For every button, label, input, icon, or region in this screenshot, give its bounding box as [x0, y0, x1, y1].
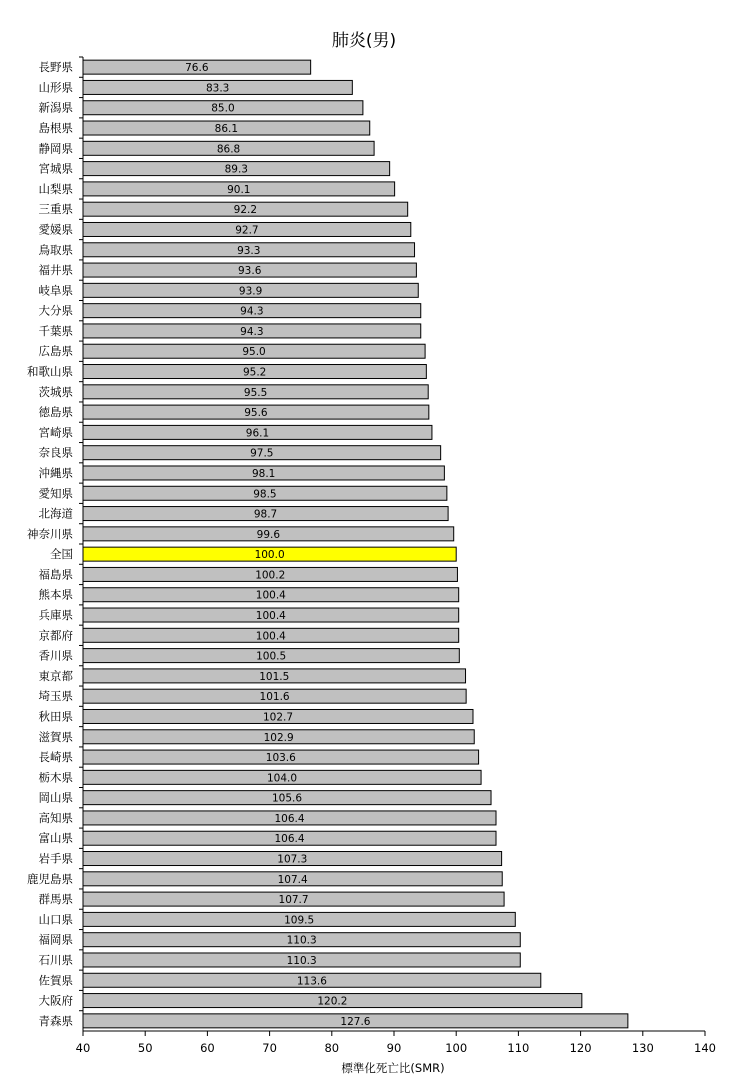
bar-value-label: 90.1: [227, 183, 251, 196]
category-label: 大阪府: [38, 993, 73, 1008]
bar-value-label: 106.4: [274, 812, 305, 825]
bar-value-label: 109.5: [284, 914, 315, 927]
bar-value-label: 95.2: [242, 366, 267, 379]
bar-value-label: 86.8: [216, 143, 241, 156]
category-label: 山口県: [38, 912, 73, 927]
bar-value-label: 100.4: [255, 589, 286, 602]
bar-value-label: 100.0: [254, 549, 285, 562]
x-tick-label: 100: [445, 1041, 468, 1055]
bar-value-label: 89.3: [224, 163, 249, 176]
x-axis-label: 標準化死亡比(SMR): [341, 1061, 445, 1075]
x-tick-label: 50: [137, 1041, 153, 1055]
category-label: 宮崎県: [38, 425, 73, 440]
category-label: 岡山県: [38, 790, 73, 805]
bar-value-label: 100.2: [255, 569, 286, 582]
bar-value-label: 92.2: [233, 204, 258, 217]
category-label: 石川県: [38, 952, 73, 967]
category-label: 新潟県: [38, 100, 73, 115]
bar-value-label: 95.6: [244, 407, 268, 420]
bar-value-label: 127.6: [340, 1015, 371, 1028]
category-label: 高知県: [38, 810, 73, 825]
bar-value-label: 93.3: [237, 244, 261, 257]
category-label: 京都府: [38, 628, 73, 643]
category-label: 福岡県: [38, 932, 73, 947]
x-tick-label: 80: [324, 1041, 340, 1055]
category-label: 長野県: [38, 60, 73, 75]
bar-value-label: 113.6: [296, 975, 327, 988]
bar-value-label: 107.4: [277, 873, 308, 886]
category-label: 全国: [50, 547, 73, 562]
category-label: 愛知県: [38, 486, 73, 501]
category-label: 山形県: [38, 80, 73, 95]
x-tick-label: 60: [200, 1041, 215, 1055]
bar-value-label: 76.6: [185, 62, 209, 75]
category-label: 滋賀県: [38, 729, 73, 744]
bar-value-label: 98.7: [253, 508, 278, 521]
category-label: 広島県: [38, 344, 73, 359]
bar-value-label: 94.3: [240, 305, 264, 318]
category-label: 岩手県: [38, 851, 73, 866]
bar-value-label: 95.0: [242, 346, 266, 359]
category-label: 大分県: [38, 303, 73, 318]
bar-value-label: 100.5: [256, 650, 287, 663]
bar-value-label: 98.1: [251, 467, 276, 480]
chart-title: 肺炎(男): [331, 31, 397, 51]
bar-value-label: 96.1: [245, 427, 270, 440]
x-tick-label: 130: [631, 1041, 654, 1055]
bar-value-label: 97.5: [250, 447, 274, 460]
bar-value-label: 101.5: [259, 670, 290, 683]
bar-value-label: 105.6: [271, 792, 303, 805]
category-label: 北海道: [38, 506, 73, 521]
bar-value-label: 106.4: [274, 833, 305, 846]
bar-value-label: 110.3: [286, 954, 317, 967]
category-label: 山梨県: [38, 181, 73, 196]
category-label: 長崎県: [38, 750, 73, 765]
bar-value-label: 104.0: [267, 772, 298, 785]
category-label: 香川県: [38, 648, 73, 663]
x-tick-label: 40: [75, 1041, 91, 1055]
category-label: 岐阜県: [38, 283, 73, 298]
x-tick-label: 110: [507, 1041, 530, 1055]
bar-value-label: 94.3: [240, 325, 264, 338]
category-label: 神奈川県: [27, 526, 73, 541]
x-tick-label: 90: [386, 1041, 402, 1055]
category-label: 愛媛県: [38, 222, 73, 237]
category-label: 三重県: [38, 202, 73, 217]
category-label: 東京都: [38, 668, 73, 683]
category-label: 福島県: [38, 567, 73, 582]
category-label: 和歌山県: [27, 364, 73, 379]
category-label: 富山県: [38, 831, 73, 846]
category-label: 鹿児島県: [27, 871, 73, 886]
category-label: 宮城県: [38, 161, 73, 176]
bar-value-label: 95.5: [243, 386, 268, 399]
category-label: 奈良県: [38, 445, 73, 460]
bar-value-label: 107.7: [278, 894, 309, 907]
bar-value-label: 86.1: [214, 123, 239, 136]
bar-value-label: 92.7: [235, 224, 259, 237]
bar-value-label: 93.6: [238, 265, 262, 278]
category-label: 鳥取県: [38, 242, 73, 257]
bar-value-label: 107.3: [277, 853, 308, 866]
bar-value-label: 120.2: [317, 995, 348, 1008]
bar-value-label: 93.9: [238, 285, 263, 298]
bars-group: [27, 57, 628, 1028]
bar-value-label: 103.6: [265, 752, 296, 765]
category-label: 福井県: [38, 263, 73, 278]
bar-value-label: 101.6: [259, 691, 290, 704]
category-label: 千葉県: [38, 323, 73, 338]
bar-value-label: 100.4: [255, 610, 286, 623]
bar-value-label: 98.5: [253, 488, 277, 501]
x-tick-label: 120: [569, 1041, 592, 1055]
category-label: 熊本県: [38, 587, 73, 602]
category-label: 栃木県: [38, 770, 73, 785]
category-label: 群馬県: [38, 892, 73, 907]
bar-value-label: 110.3: [286, 934, 317, 947]
x-tick-label: 70: [262, 1041, 277, 1055]
bar-value-label: 102.7: [262, 711, 294, 724]
category-label: 静岡県: [38, 141, 73, 156]
category-label: 秋田県: [38, 709, 73, 724]
category-label: 兵庫県: [38, 608, 73, 623]
x-axis: [76, 1031, 716, 1055]
category-label: 茨城県: [38, 384, 73, 399]
category-label: 埼玉県: [38, 689, 73, 704]
bar-value-label: 83.3: [205, 82, 230, 95]
category-label: 佐賀県: [38, 973, 73, 988]
category-label: 青森県: [38, 1013, 73, 1028]
bar-value-label: 102.9: [263, 731, 294, 744]
bar-value-label: 100.4: [255, 630, 286, 643]
x-tick-label: 140: [694, 1041, 716, 1055]
bar-value-label: 85.0: [211, 102, 235, 115]
category-label: 島根県: [38, 121, 73, 136]
category-label: 徳島県: [38, 405, 73, 420]
category-label: 沖縄県: [38, 465, 73, 480]
bar-value-label: 99.6: [256, 528, 281, 541]
